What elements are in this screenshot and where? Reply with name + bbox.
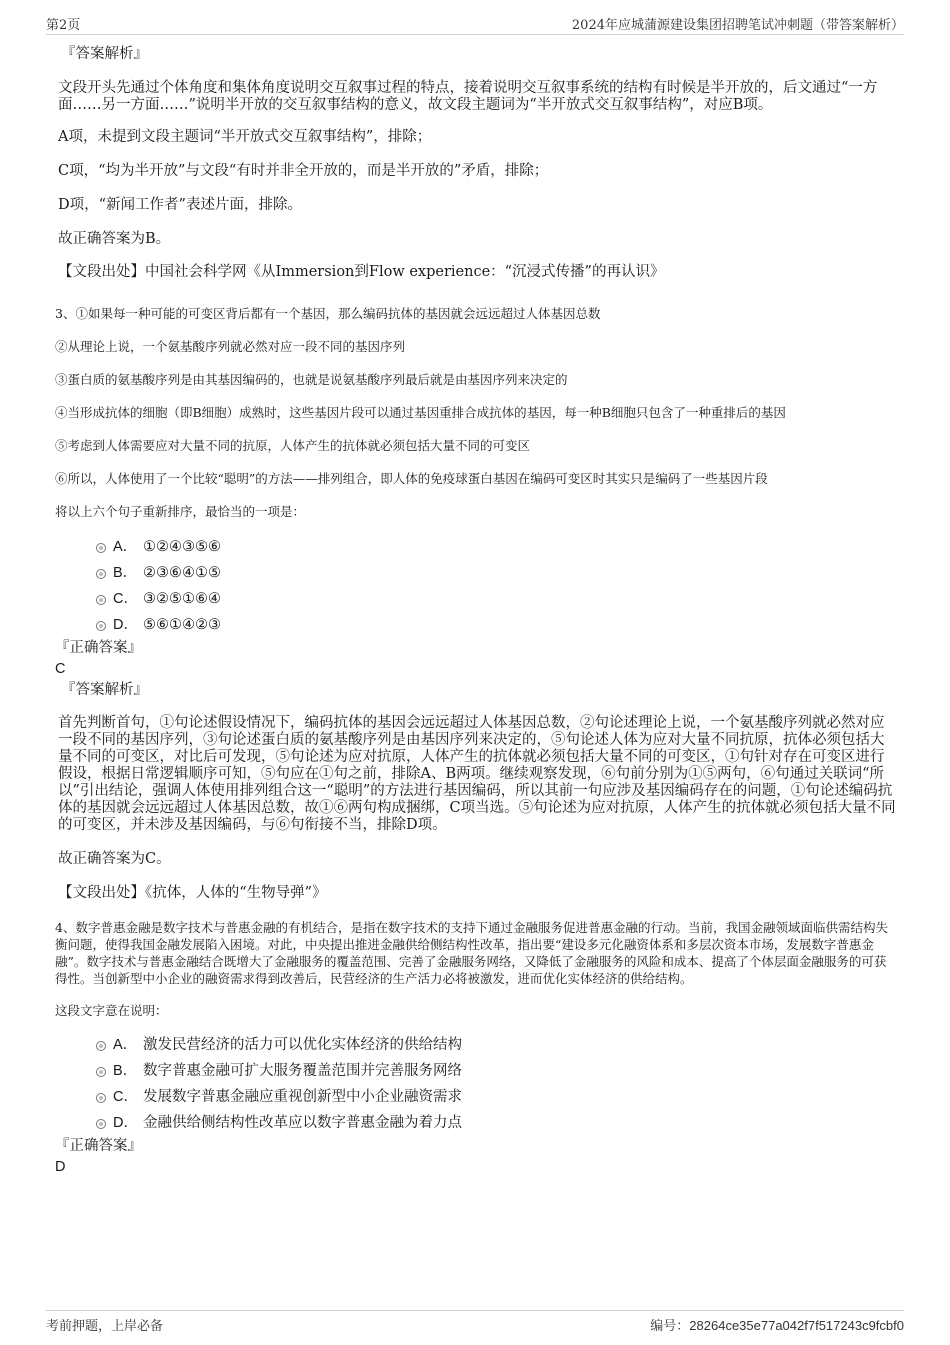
option-text: 发展数字普惠金融应重视创新型中小企业融资需求 <box>143 1089 462 1105</box>
note-option-c: C项，“均为半开放”与文段“有时并非全开放的，而是半开放的”矛盾，排除； <box>58 163 549 179</box>
conclusion: 故正确答案为C。 <box>58 851 171 867</box>
radio-icon[interactable] <box>96 1093 106 1103</box>
q2-analysis-block <box>55 46 897 281</box>
option-letter: A． <box>113 1037 138 1053</box>
sentence-1: 3、①如果每一种可能的可变区背后都有一个基因，那么编码抗体的基因就会远远超过人体基因总数 <box>55 306 601 321</box>
options-list <box>55 536 897 640</box>
source-note: 【文段出处】《抗体，人体的“生物导弹”》 <box>58 885 327 901</box>
analysis-text: 首先判断首句，①句论述假设情况下，编码抗体的基因会远远超过人体基因总数，②句论述理论上说，一个氨基酸序列就必然对应一段不同的基因序列，③句论述蛋白质的氨基酸序列是由基因序列来决定的，⑤句论述人体为应对大量不同抗原，抗体必须包括大量不同的可变区，对比后可发现，⑤句论述为应对抗原，人体产生的抗体就必须包括大量不同的可变区，①句针对存在可变区进行假设，根据日常逻辑顺序可知，⑤句应在①句之前，排除A、B两项。继续观察发现，⑥句前分别为①⑤两句，⑥句通过关联词“所以”引出结论，强调人体使用排列组合这一“聪明”的方法进行基因编码，所以其前一句应涉及基因编码存在的问题，①句论述编码抗体的基因就会远远超过人体基因总数，故①⑥两句构成捆绑，C项当选。⑤句论述为应对抗原，人体产生的抗体就必须包括大量不同的可变区，并未涉及基因编码，与⑥句衔接不当，排除D项。 <box>58 715 896 833</box>
option-letter: C． <box>113 1089 138 1105</box>
option-letter: D． <box>113 617 138 633</box>
analysis-label: 『答案解析』 <box>61 46 148 62</box>
analysis-label: 『答案解析』 <box>61 682 148 698</box>
answer-value: D <box>55 1159 66 1175</box>
sentence-2: ②从理论上说，一个氨基酸序列就必然对应一段不同的基因序列 <box>55 339 406 354</box>
radio-icon[interactable] <box>96 1041 106 1051</box>
footer-slogan: 考前押题，上岸必备 <box>46 1319 164 1334</box>
sentence-6: ⑥所以，人体使用了一个比较“聪明”的方法——排列组合，即人体的免疫球蛋白基因在编码可变区时其实只是编码了一些基因片段 <box>55 471 768 486</box>
option-text: ③②⑤①⑥④ <box>143 591 221 607</box>
source-note: 【文段出处】中国社会科学网《从Immersion到Flow experience：“沉浸式传播”的再认识》 <box>58 264 665 280</box>
option-d[interactable] <box>55 1112 897 1138</box>
conclusion: 故正确答案为B。 <box>58 231 171 247</box>
page-content <box>55 46 897 1176</box>
analysis-text: 文段开头先通过个体角度和集体角度说明交互叙事过程的特点，接着说明交互叙事系统的结构有时候是半开放的，后文通过“一方面……另一方面……”说明半开放的交互叙事结构的意义，故文段主题词为“半开放式交互叙事结构”，对应B项。 <box>58 80 878 113</box>
option-d[interactable] <box>55 614 897 640</box>
radio-icon[interactable] <box>96 543 106 553</box>
option-letter: C． <box>113 591 138 607</box>
option-text: 数字普惠金融可扩大服务覆盖范围并完善服务网络 <box>143 1063 462 1079</box>
page-footer <box>46 1310 904 1337</box>
note-option-a: A项，未提到文段主题词“半开放式交互叙事结构”，排除； <box>58 129 432 145</box>
option-letter: B． <box>113 565 138 581</box>
document-id: 编号：28264ce35e77a042f7f517243c9fcbf0 <box>650 1318 904 1333</box>
option-text: ⑤⑥①④②③ <box>143 617 221 633</box>
page-number: 第2页 <box>46 18 81 33</box>
option-letter: D． <box>113 1115 138 1131</box>
question-prompt: 这段文字意在说明： <box>55 1003 168 1018</box>
option-b[interactable] <box>55 562 897 588</box>
option-a[interactable] <box>55 1034 897 1060</box>
option-a[interactable] <box>55 536 897 562</box>
answer-label: 『正确答案』 <box>55 1138 142 1154</box>
question-prompt: 将以上六个句子重新排序，最恰当的一项是： <box>55 504 306 519</box>
answer-label: 『正确答案』 <box>55 640 142 656</box>
sentence-3: ③蛋白质的氨基酸序列是由其基因编码的，也就是说氨基酸序列最后就是由基因序列来决定的 <box>55 372 568 387</box>
question-4 <box>55 919 897 1176</box>
option-letter: B． <box>113 1063 138 1079</box>
sentence-4: ④当形成抗体的细胞（即B细胞）成熟时，这些基因片段可以通过基因重排合成抗体的基因，每一种B细胞只包含了一种重排后的基因 <box>55 405 786 420</box>
radio-icon[interactable] <box>96 1119 106 1129</box>
option-b[interactable] <box>55 1060 897 1086</box>
option-text: 金融供给侧结构性改革应以数字普惠金融为着力点 <box>143 1115 462 1131</box>
question-3 <box>55 305 897 902</box>
radio-icon[interactable] <box>96 621 106 631</box>
document-title: 2024年应城蒲源建设集团招聘笔试冲刺题（带答案解析） <box>571 18 904 33</box>
radio-icon[interactable] <box>96 595 106 605</box>
option-text: ①②④③⑤⑥ <box>143 539 221 555</box>
sentence-5: ⑤考虑到人体需要应对大量不同的抗原，人体产生的抗体就必须包括大量不同的可变区 <box>55 438 531 453</box>
option-letter: A． <box>113 539 138 555</box>
option-c[interactable] <box>55 588 897 614</box>
options-list <box>55 1034 897 1138</box>
option-text: 激发民营经济的活力可以优化实体经济的供给结构 <box>143 1037 462 1053</box>
radio-icon[interactable] <box>96 569 106 579</box>
question-passage: 4、数字普惠金融是数字技术与普惠金融的有机结合，是指在数字技术的支持下通过金融服务促进普惠金融的行动。当前，我国金融领域面临供需结构失衡问题，使得我国金融发展陷入困境。对此，中央提出推进金融供给侧结构性改革，指出要“建设多元化融资体系和多层次资本市场，发展数字普惠金融”。数字技术与普惠金融结合既增大了金融服务的覆盖范围、完善了金融服务网络，又降低了金融服务的风险和成本、提高了个体层面金融服务的可获得性。当创新型中小企业的融资需求得到改善后，民营经济的生产活力必将被激发，进而优化实体经济的供给结构。 <box>55 920 888 986</box>
option-text: ②③⑥④①⑤ <box>143 565 221 581</box>
radio-icon[interactable] <box>96 1067 106 1077</box>
page-header <box>46 14 904 35</box>
option-c[interactable] <box>55 1086 897 1112</box>
note-option-d: D项，“新闻工作者”表述片面，排除。 <box>58 197 302 213</box>
answer-value: C <box>55 661 66 677</box>
